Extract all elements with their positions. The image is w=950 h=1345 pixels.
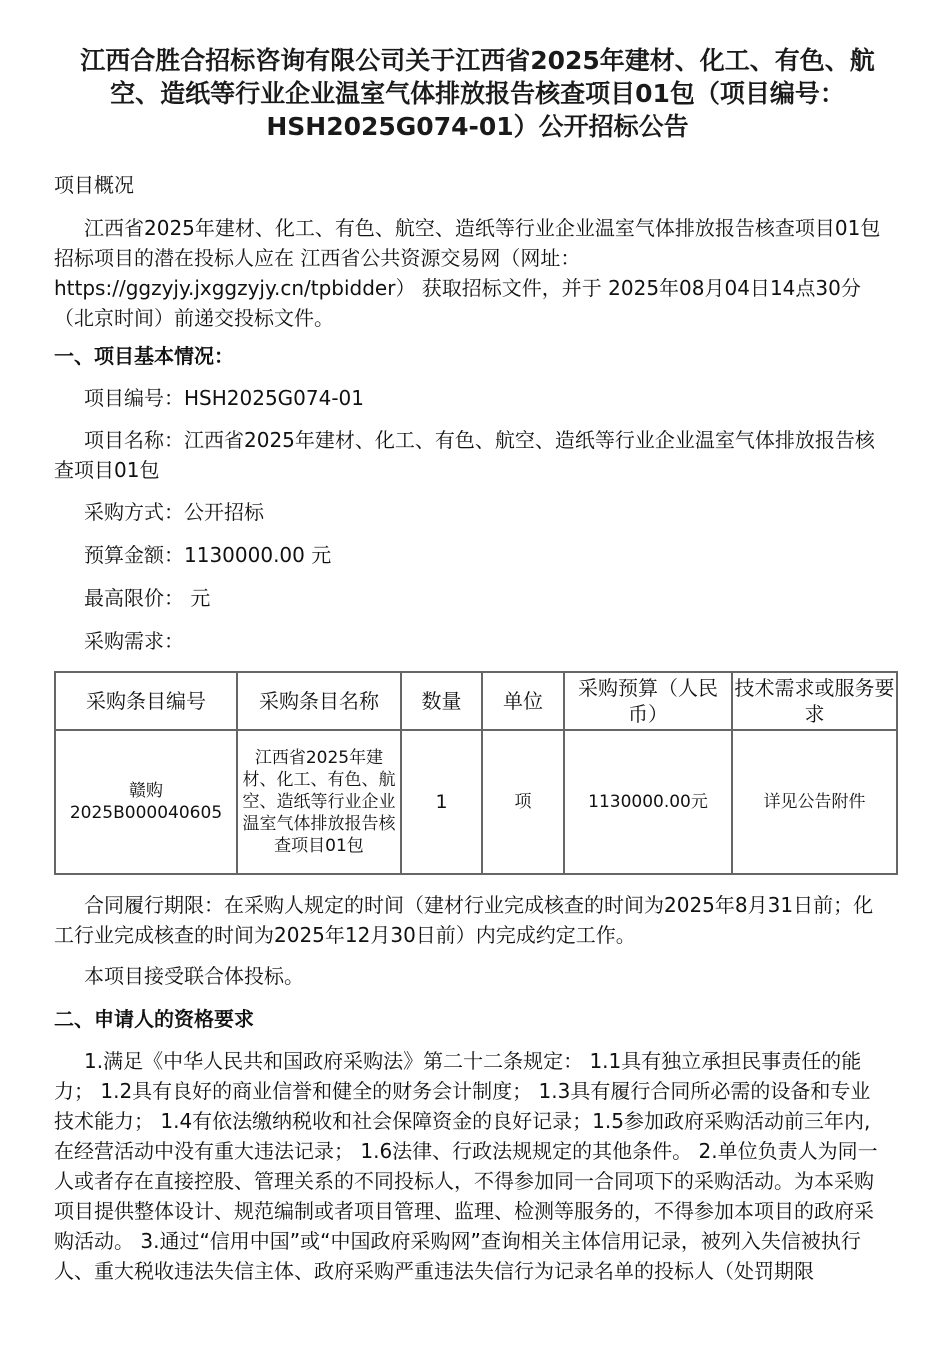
cell-budget: 1130000.00元	[564, 730, 732, 874]
procurement-table	[54, 671, 898, 875]
table-header-row	[55, 672, 897, 730]
overview-text: 江西省2025年建材、化工、有色、航空、造纸等行业企业温室气体排放报告核查项目01包 招标项目的潜在投标人应在 江西省公共资源交易网（网址：https://ggzyjy.jxggzyjy.cn/tpbidder） 获取招标文件，并于 2025年08月04日14点30分 （北京时间）前递交投标文件。	[54, 216, 881, 330]
header-quantity: 数量	[401, 672, 482, 730]
header-item-name: 采购条目名称	[237, 672, 401, 730]
page-title: 江西合胜合招标咨询有限公司关于江西省2025年建材、化工、有色、航空、造纸等行业企业温室气体排放报告核查项目01包（项目编号：HSH2025G074-01）公开招标公告	[80, 46, 875, 141]
section2-heading: 二、申请人的资格要求	[54, 1007, 254, 1031]
cell-item-name: 江西省2025年建材、化工、有色、航空、造纸等行业企业温室气体排放报告核查项目01包	[237, 730, 401, 874]
max-price: 最高限价： 元	[84, 586, 211, 610]
contract-period: 合同履行期限：在采购人规定的时间（建材行业完成核查的时间为2025年8月31日前；化工行业完成核查的时间为2025年12月30日前）内完成约定工作。	[54, 893, 874, 947]
cell-item-number: 赣购2025B000040605	[55, 730, 237, 874]
header-unit: 单位	[482, 672, 564, 730]
header-requirement: 技术需求或服务要求	[732, 672, 897, 730]
table-row	[55, 730, 897, 874]
header-item-number: 采购条目编号	[55, 672, 237, 730]
procurement-method: 采购方式：公开招标	[84, 500, 264, 524]
cell-quantity: 1	[401, 730, 482, 874]
header-budget: 采购预算（人民币）	[564, 672, 732, 730]
budget-amount: 预算金额：1130000.00 元	[84, 543, 332, 567]
section1-heading: 一、项目基本情况：	[54, 344, 234, 368]
overview-heading: 项目概况	[54, 173, 134, 197]
project-number: 项目编号：HSH2025G074-01	[84, 386, 365, 410]
consortium-note: 本项目接受联合体投标。	[84, 964, 304, 988]
project-name: 项目名称：江西省2025年建材、化工、有色、航空、造纸等行业企业温室气体排放报告核查项目01包	[54, 428, 875, 482]
qualification-text: 1.满足《中华人民共和国政府采购法》第二十二条规定： 1.1具有独立承担民事责任的能力； 1.2具有良好的商业信誉和健全的财务会计制度； 1.3具有履行合同所必需的设备和专业技术能力； 1.4有依法缴纳税收和社会保障资金的良好记录；1.5参加政府采购活动前三年内,在经营活动中没有重大违法记录； 1.6法律、行政法规规定的其他条件。 2.单位负责人为同一人或者存在直接控股、管理关系的不同投标人，不得参加同一合同项下的采购活动。为本采购项目提供整体设计、规范编制或者项目管理、监理、检测等服务的，不得参加本项目的政府采购活动。 3.通过“信用中国”或“中国政府采购网”查询相关主体信用记录，被列入失信被执行人、重大税收违法失信主体、政府采购严重违法失信行为记录名单的投标人（处罚期限	[54, 1049, 878, 1283]
cell-requirement: 详见公告附件	[732, 730, 897, 874]
cell-unit: 项	[482, 730, 564, 874]
requirements-label: 采购需求：	[84, 629, 184, 653]
